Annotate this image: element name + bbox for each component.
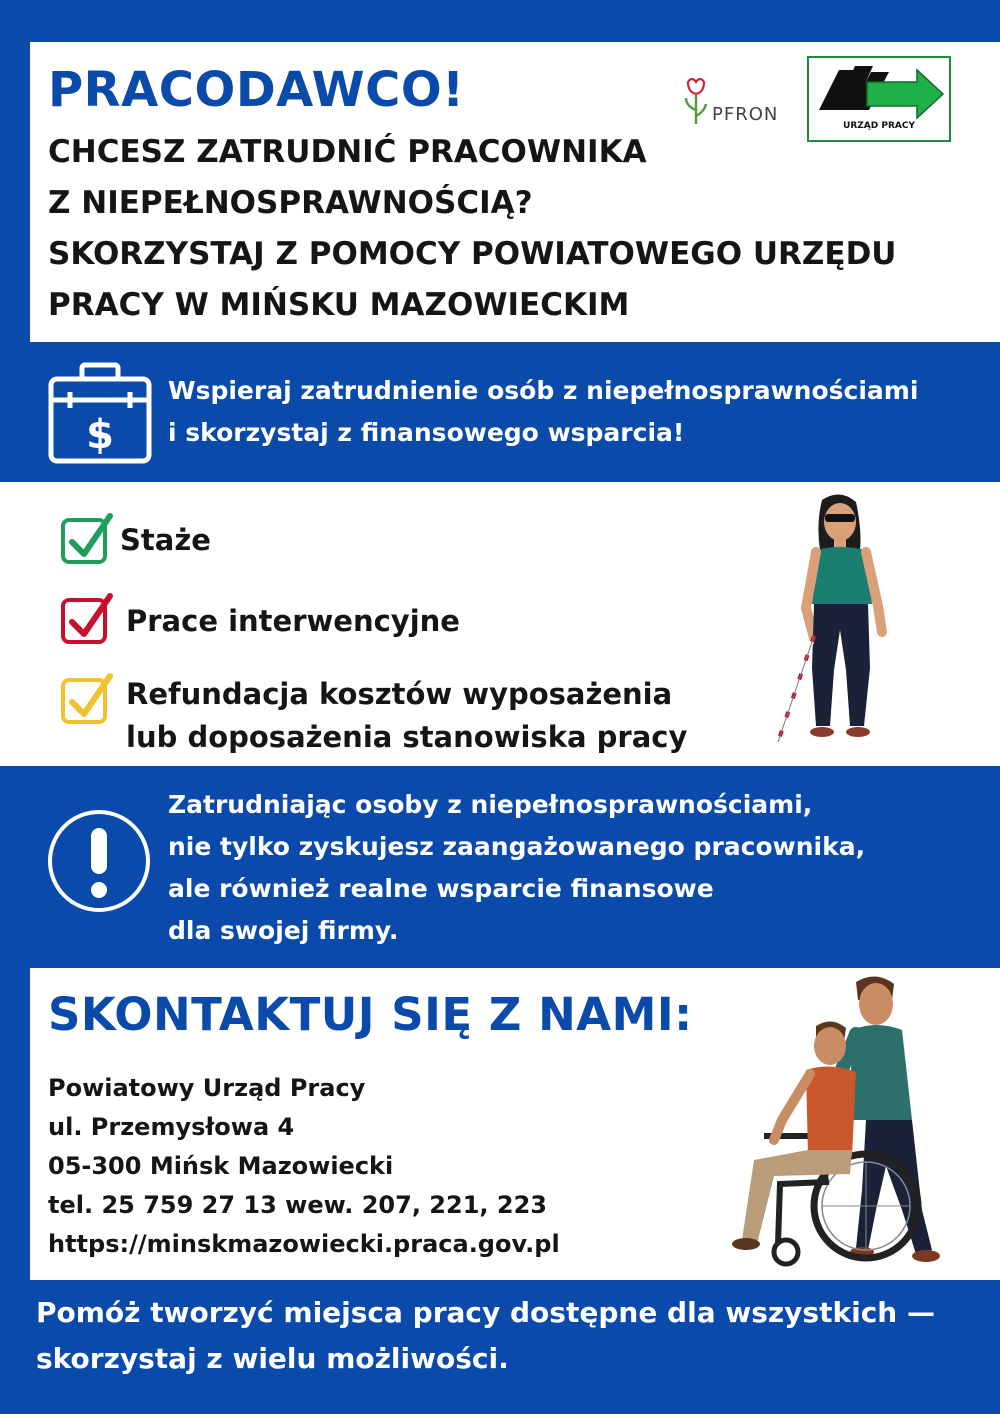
benefit-item-refundacja-line-1: Refundacja kosztów wyposażenia [126,677,673,711]
pfron-label: PFRON [712,104,779,125]
urzad-pracy-arrow-icon [809,58,949,128]
contact-title: SKONTAKTUJ SIĘ Z NAMI: [48,988,693,1041]
info-text-line-3: ale również realne wsparcie finansowe [168,874,714,903]
benefit-item-prace-interwencyjne: Prace interwencyjne [126,604,460,638]
header-panel [30,42,1000,342]
page-title: PRACODAWCO! [48,62,465,118]
subhead-line-4: PRACY W MIŃSKU MAZOWIECKIM [48,287,630,323]
benefit-item-staze: Staże [120,523,211,557]
check-icon [60,592,114,646]
info-text-line-2: nie tylko zyskujesz zaangażowanego pracownika, [168,832,866,861]
benefit-item-refundacja-line-2: lub doposażenia stanowiska pracy [126,720,688,754]
money-briefcase-icon [48,362,152,468]
svg-text:$: $ [86,412,114,458]
subhead-line-3: SKORZYSTAJ Z POMOCY POWIATOWEGO URZĘDU [48,236,897,272]
urzad-pracy-label: URZĄD PRACY [843,121,915,131]
footer-line-2: skorzystaj z wielu możliwości. [36,1342,509,1375]
benefits-panel [0,482,1000,766]
wheelchair-illustration [716,970,962,1278]
info-text-line-4: dla swojej firmy. [168,916,399,945]
contact-office-name: Powiatowy Urząd Pracy [48,1074,366,1102]
contact-phone[interactable]: tel. 25 759 27 13 wew. 207, 221, 223 [48,1191,547,1219]
contact-website-link[interactable]: https://minskmazowiecki.praca.gov.pl [48,1230,560,1258]
contact-city: 05-300 Mińsk Mazowiecki [48,1152,394,1180]
footer-line-1: Pomóż tworzyć miejsca pracy dostępne dla wszystkich — [36,1296,935,1329]
support-text-line-1: Wspieraj zatrudnienie osób z niepełnosprawnościami [168,376,919,405]
contact-street: ul. Przemysłowa 4 [48,1113,295,1141]
check-icon [60,672,114,726]
exclamation-icon [46,808,152,918]
blind-woman-illustration [770,490,910,752]
check-icon [60,512,114,566]
subhead-line-1: CHCESZ ZATRUDNIĆ PRACOWNIKA [48,134,647,170]
subhead-line-2: Z NIEPEŁNOSPRAWNOŚCIĄ? [48,185,533,221]
support-text-line-2: i skorzystaj z finansowego wsparcia! [168,418,685,447]
urzad-pracy-logo [807,56,951,142]
contact-panel [30,968,1000,1280]
tulip-icon [682,76,712,132]
pfron-logo [682,76,792,132]
info-text-line-1: Zatrudniając osoby z niepełnosprawnościami, [168,790,813,819]
